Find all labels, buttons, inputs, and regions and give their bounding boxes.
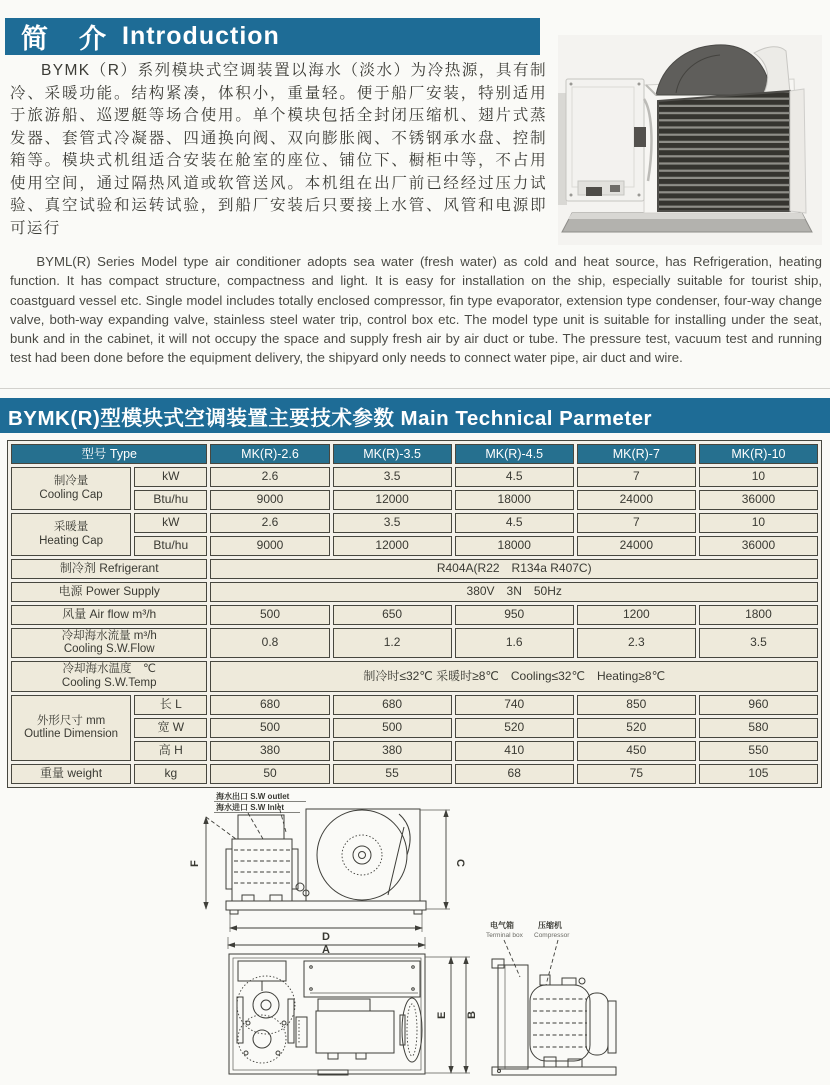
spec-value: 680 bbox=[210, 695, 329, 715]
spec-value: 75 bbox=[577, 764, 696, 784]
spec-value: 3.5 bbox=[333, 513, 452, 533]
spec-value: 410 bbox=[455, 741, 574, 761]
specs-table bbox=[7, 440, 822, 788]
compressor-side bbox=[226, 815, 309, 901]
spec-value: 105 bbox=[699, 764, 818, 784]
unit-cell: 高 H bbox=[134, 741, 207, 761]
plan-view-drawing bbox=[229, 954, 478, 1075]
fan-circles bbox=[237, 976, 295, 1063]
spec-value: 7 bbox=[577, 513, 696, 533]
table-row bbox=[11, 661, 818, 691]
product-photo bbox=[558, 35, 822, 245]
intro-title-en: Introduction bbox=[122, 22, 280, 50]
dim-label-c: C bbox=[454, 859, 466, 867]
unit-cell: 宽 W bbox=[134, 718, 207, 738]
dim-label-e: E bbox=[436, 1011, 448, 1019]
label-zh: 采暖量 bbox=[53, 521, 89, 534]
spec-value: 24000 bbox=[577, 490, 696, 510]
unit-cell: kW bbox=[134, 467, 207, 487]
spec-value: 4.5 bbox=[455, 467, 574, 487]
end-view-drawing bbox=[486, 920, 616, 1075]
label-zh: 冷却海水温度 ℃ bbox=[62, 663, 156, 676]
spec-value: 580 bbox=[699, 718, 818, 738]
spec-value: 1200 bbox=[577, 605, 696, 625]
spec-value: 500 bbox=[333, 718, 452, 738]
type-header-cell: 型号 Type bbox=[11, 444, 207, 464]
intro-title-zh: 简 介 bbox=[21, 24, 108, 54]
label-en: Cooling S.W.Temp bbox=[61, 676, 157, 689]
spec-value: 36000 bbox=[699, 490, 818, 510]
table-row bbox=[11, 536, 818, 556]
intro-paragraph-zh: BYMK（R）系列模块式空调装置以海水（淡水）为冷热源，具有制冷、采暖功能。结构紧凑，体积小，重量轻。便于船厂安装，特别适用于旅游船、巡逻艇等场合使用。单个模块包括全封闭压缩机、翅片式蒸发器、套管式冷凝器、四通换向阀、双向膨胀阀、不锈钢承水盘、控制箱等。模块式机组适合安装在舱室的座位、铺位下、橱柜中等，不占用使用空间，通过隔热风道或软管送风。本机组在出厂前已经经过压力试验、真空试验和运转试验，到船厂安装后只要接上水管、风管和电源即可运行 bbox=[10, 62, 547, 237]
row-label bbox=[11, 467, 131, 510]
label-en: Cooling Cap bbox=[39, 488, 103, 501]
dim-label-b: B bbox=[466, 1011, 478, 1019]
label-zh: 冷却海水流量 m³/h bbox=[61, 630, 157, 642]
unit-cell: 长 L bbox=[134, 695, 207, 715]
row-label bbox=[11, 695, 131, 761]
spec-value: 1800 bbox=[699, 605, 818, 625]
dim-label-f: F bbox=[189, 860, 201, 867]
spec-value: 50 bbox=[210, 764, 329, 784]
spec-value: 1.6 bbox=[455, 628, 574, 658]
label-en: Cooling S.W.Flow bbox=[63, 643, 155, 656]
base-side bbox=[226, 901, 426, 910]
spec-value: R404A(R22 R134a R407C) bbox=[210, 559, 818, 579]
dim-B bbox=[466, 957, 478, 1073]
label-zh: 制冷量 bbox=[53, 475, 89, 488]
spec-value: 2.6 bbox=[210, 513, 329, 533]
spec-value: 7 bbox=[577, 467, 696, 487]
section-divider-line bbox=[0, 388, 830, 389]
compressor-label-zh: 压缩机 bbox=[538, 921, 562, 930]
label-en: Outline Dimension bbox=[24, 727, 119, 740]
spec-value: 380 bbox=[210, 741, 329, 761]
control-box bbox=[558, 79, 646, 205]
row-label bbox=[11, 628, 207, 658]
table-row bbox=[11, 695, 818, 715]
spec-value: 2.6 bbox=[210, 467, 329, 487]
sw-inlet-label: 海水进口 S.W Inlet bbox=[216, 803, 284, 812]
spec-value: 10 bbox=[699, 513, 818, 533]
terminal-box-label-zh: 电气箱 bbox=[490, 921, 514, 930]
unit-cell: Btu/hu bbox=[134, 490, 207, 510]
spec-value: 850 bbox=[577, 695, 696, 715]
spec-value: 3.5 bbox=[699, 628, 818, 658]
blower-side bbox=[306, 809, 420, 901]
row-label: 制冷剂 Refrigerant bbox=[11, 559, 207, 579]
spec-value: 0.8 bbox=[210, 628, 329, 658]
specs-section-header: BYMK(R)型模块式空调装置主要技术参数 Main Technical Parmeter bbox=[0, 398, 830, 433]
spec-value: 650 bbox=[333, 605, 452, 625]
row-label bbox=[11, 661, 207, 691]
label-zh: 外形尺寸 mm bbox=[36, 714, 106, 727]
spec-value: 18000 bbox=[455, 490, 574, 510]
spec-value: 500 bbox=[210, 605, 329, 625]
model-header: MK(R)-10 bbox=[699, 444, 818, 464]
spec-value: 制冷时≤32℃ 采暖时≥8℃ Cooling≤32℃ Heating≥8℃ bbox=[210, 661, 818, 691]
row-label: 风量 Air flow m³/h bbox=[11, 605, 207, 625]
spec-value: 380V 3N 50Hz bbox=[210, 582, 818, 602]
spec-value: 380 bbox=[333, 741, 452, 761]
unit-cell: kW bbox=[134, 513, 207, 533]
spec-value: 12000 bbox=[333, 536, 452, 556]
table-header-row bbox=[11, 444, 818, 464]
unit-cell: Btu/hu bbox=[134, 536, 207, 556]
row-label bbox=[11, 513, 131, 556]
table-row bbox=[11, 582, 818, 602]
terminal-box-label-en: Terminal box bbox=[486, 932, 523, 939]
dim-C bbox=[420, 810, 466, 909]
spec-value: 680 bbox=[333, 695, 452, 715]
model-header: MK(R)-2.6 bbox=[210, 444, 329, 464]
spec-value: 550 bbox=[699, 741, 818, 761]
label-en: Heating Cap bbox=[39, 534, 104, 547]
spec-value: 520 bbox=[455, 718, 574, 738]
spec-value: 10 bbox=[699, 467, 818, 487]
table-row bbox=[11, 628, 818, 658]
technical-drawings bbox=[178, 787, 658, 1085]
fin-coil bbox=[658, 89, 806, 213]
table-row bbox=[11, 513, 818, 533]
dim-label-d: D bbox=[322, 931, 330, 943]
spec-value: 500 bbox=[210, 718, 329, 738]
intro-paragraph-en: BYML(R) Series Model type air conditioner adopts sea water (fresh water) as cold and heat source, has Refrigeration, heating function. It has compact structure, compactness and light. It is easy for installation on the ship, especially suitable for tourist ship, coastguard vessel etc. Single model includes totally enclosed compressor, fin type evaporator, extension type condenser, four-way change valve, both-way expanding valve, stainless steel water trip, control box etc. The model type unit is suitable for installing under the seat, bunk and in the cabinet, it will not occupy the space and supply fresh air by air duct or tube. The pressure test, vacuum test and running test had been done before the equipment delivery, the shipyard only needs to connect water pipe, air duct and wire. bbox=[10, 254, 822, 366]
spec-value: 1.2 bbox=[333, 628, 452, 658]
spec-value: 55 bbox=[333, 764, 452, 784]
spec-value: 68 bbox=[455, 764, 574, 784]
spec-value: 18000 bbox=[455, 536, 574, 556]
spec-value: 3.5 bbox=[333, 467, 452, 487]
spec-value: 950 bbox=[455, 605, 574, 625]
dim-F bbox=[189, 817, 236, 909]
model-header: MK(R)-3.5 bbox=[333, 444, 452, 464]
row-label: 重量 weight bbox=[11, 764, 131, 784]
intro-section-header bbox=[5, 18, 540, 55]
spec-value: 4.5 bbox=[455, 513, 574, 533]
base-plate bbox=[562, 213, 812, 232]
row-label: 电源 Power Supply bbox=[11, 582, 207, 602]
spec-value: 9000 bbox=[210, 536, 329, 556]
side-view-drawing bbox=[189, 791, 466, 956]
table-row bbox=[11, 490, 818, 510]
spec-value: 450 bbox=[577, 741, 696, 761]
table-row bbox=[11, 559, 818, 579]
model-header: MK(R)-4.5 bbox=[455, 444, 574, 464]
dim-D bbox=[230, 914, 422, 943]
spec-value: 520 bbox=[577, 718, 696, 738]
spec-value: 9000 bbox=[210, 490, 329, 510]
table-row bbox=[11, 764, 818, 784]
spec-value: 12000 bbox=[333, 490, 452, 510]
outline-dimension-drawing bbox=[178, 787, 658, 1085]
spec-value: 36000 bbox=[699, 536, 818, 556]
air-conditioner-unit-image bbox=[558, 35, 822, 245]
dim-label-a: A bbox=[322, 944, 330, 956]
spec-value: 24000 bbox=[577, 536, 696, 556]
table-row bbox=[11, 605, 818, 625]
model-header: MK(R)-7 bbox=[577, 444, 696, 464]
spec-value: 960 bbox=[699, 695, 818, 715]
table-row bbox=[11, 467, 818, 487]
spec-value: 740 bbox=[455, 695, 574, 715]
sw-outlet-label: 海水出口 S.W outlet bbox=[216, 792, 290, 801]
unit-cell: kg bbox=[134, 764, 207, 784]
compressor-label-en: Compressor bbox=[534, 932, 570, 939]
spec-value: 2.3 bbox=[577, 628, 696, 658]
dim-E bbox=[425, 957, 470, 1073]
table-row bbox=[11, 741, 818, 761]
table-row bbox=[11, 718, 818, 738]
